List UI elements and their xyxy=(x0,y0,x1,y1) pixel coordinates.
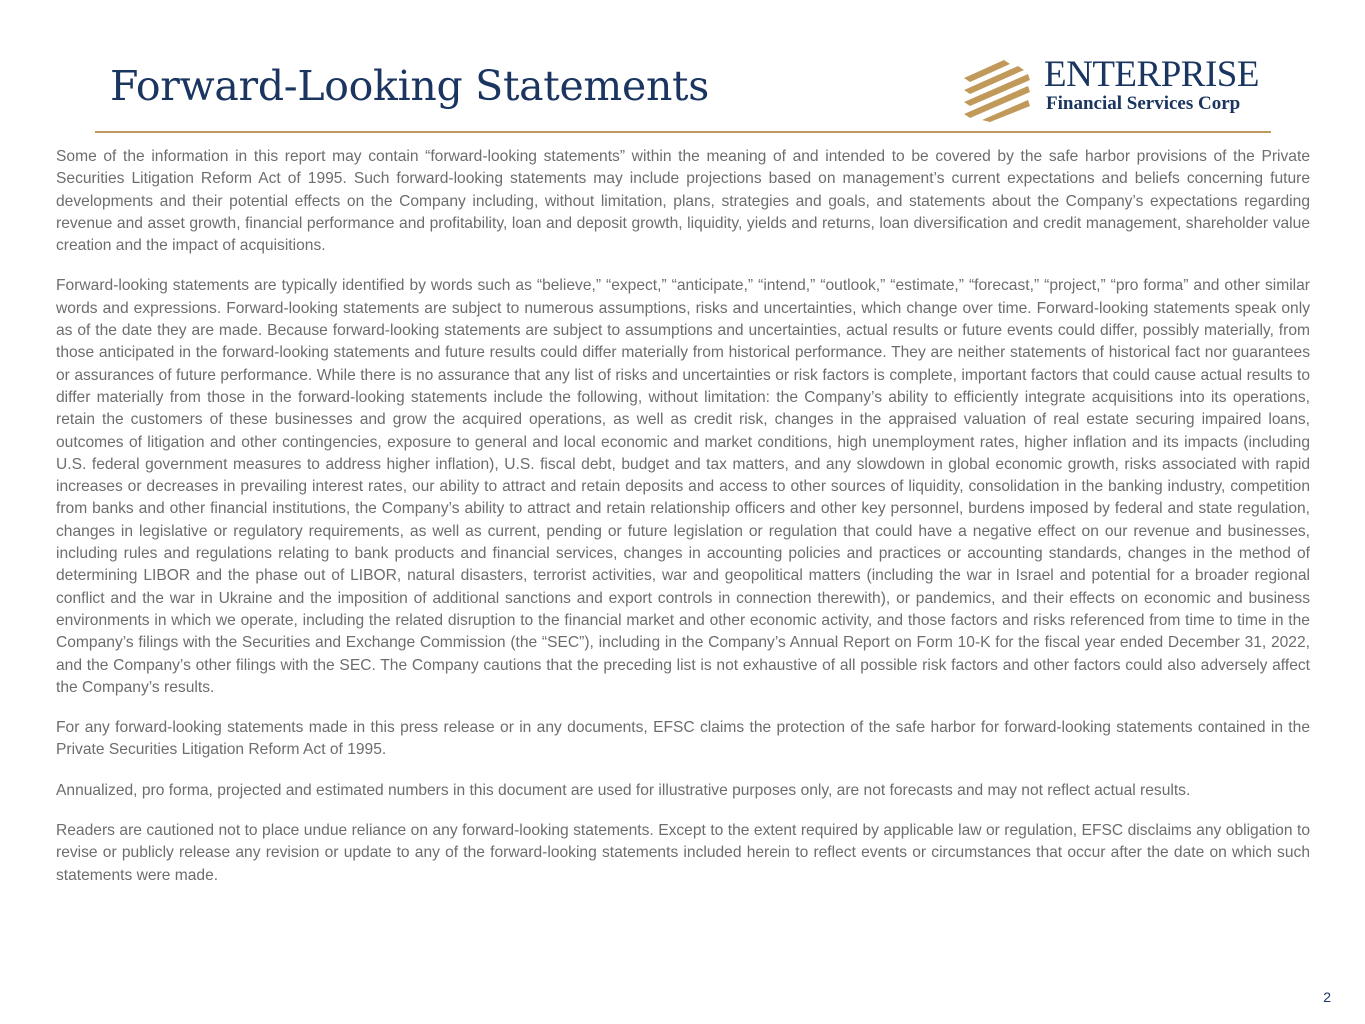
logo-stripes-icon xyxy=(962,58,1032,122)
paragraph-risk-factors: Forward-looking statements are typically identified by words such as “believe,” “expect,” “anticipate,” “intend,” “outlook,” “estimate,” “forecast,” “project,” “pro forma” and other similar words and expressions. Forward-looking statements are subject to numerous assumptions, risks and uncertainties, which change over time. Forward-looking statements speak only as of the date they are made. Because forward-looking statements are subject to assumptions and uncertainties, actual results or future events could differ, possibly materially, from those anticipated in the forward-looking statements and future results could differ materially from historical performance. They are neither statements of historical fact nor guarantees or assurances of future performance. While there is no assurance that any list of risks and uncertainties or risk factors is complete, important factors that could cause actual results to differ materially from those in the forward-looking statements include the following, without limitation: the Company’s ability to efficiently integrate acquisitions into its operations, retain the customers of these businesses and grow the acquired operations, as well as credit risk, changes in the appraised valuation of real estate securing impaired loans, outcomes of litigation and other contingencies, exposure to general and local economic and market conditions, high unemployment rates, higher inflation and its impacts (including U.S. federal government measures to address higher inflation), U.S. fiscal debt, budget and tax matters, and any slowdown in global economic growth, risks associated with rapid increases or decreases in prevailing interest rates, our ability to attract and retain deposits and access to other sources of liquidity, consolidation in the banking industry, competition from banks and other financial institutions, the Company’s ability to attract and retain relationship officers and other key personnel, burdens imposed by federal and state regulation, changes in legislative or regulatory requirements, as well as current, pending or future legislation or regulation that could have a negative effect on our revenue and businesses, including rules and regulations relating to bank products and financial services, changes in accounting policies and practices or accounting standards, changes in the method of determining LIBOR and the phase out of LIBOR, natural disasters, terrorist activities, war and geopolitical matters (including the war in Israel and potential for a broader regional conflict and the war in Ukraine and the imposition of additional sanctions and export controls in connection therewith), or pandemics, and their effects on economic and business environments in which we operate, including the related disruption to the financial market and other economic activity, and those factors and risks referenced from time to time in the Company’s filings with the Securities and Exchange Commission (the “SEC”), including in the Company’s Annual Report on Form 10-K for the fiscal year ended December 31, 2022, and the Company’s other filings with the SEC. The Company cautions that the preceding list is not exhaustive of all possible risk factors and other factors could also adversely affect the Company’s results. xyxy=(56,277,1310,696)
page-title: Forward-Looking Statements xyxy=(110,62,709,110)
logo-subtitle: Financial Services Corp xyxy=(1046,93,1241,114)
paragraph-intro: Some of the information in this report may contain “forward-looking statements” within the meaning of and intended to be covered by the safe harbor provisions of the Private Securities Litigation Reform Act of 1995. Such forward-looking statements may include projections based on management’s current expectations and beliefs concerning future developments and their potential effects on the Company including, without limitation, plans, strategies and goals, and statements about the Company’s expectations regarding revenue and asset growth, financial performance and profitability, loan and deposit growth, liquidity, yields and returns, loan diversification and credit management, shareholder value creation and the impact of acquisitions. xyxy=(56,148,1310,255)
logo-wordmark: ENTERPRISE xyxy=(1044,54,1259,95)
paragraph-illustrative: Annualized, pro forma, projected and estimated numbers in this document are used for illustrative purposes only, are not forecasts and may not reflect actual results. xyxy=(56,781,1191,799)
paragraph-reliance: Readers are cautioned not to place undue reliance on any forward-looking statements. Except to the extent required by applicable law or regulation, EFSC disclaims any obligation to revise or publicly release any revision or update to any of the forward-looking statements included herein to reflect events or circumstances that occur after the date on which such statements were made. xyxy=(56,822,1310,884)
paragraph-safe-harbor: For any forward-looking statements made in this press release or in any documents, EFSC claims the protection of the safe harbor for forward-looking statements contained in the Private Securities Litigation Reform Act of 1995. xyxy=(56,719,1310,759)
title-divider xyxy=(95,131,1271,133)
company-logo xyxy=(962,56,1274,124)
page-number: 2 xyxy=(1323,989,1331,1005)
disclaimer-body xyxy=(56,146,1310,905)
